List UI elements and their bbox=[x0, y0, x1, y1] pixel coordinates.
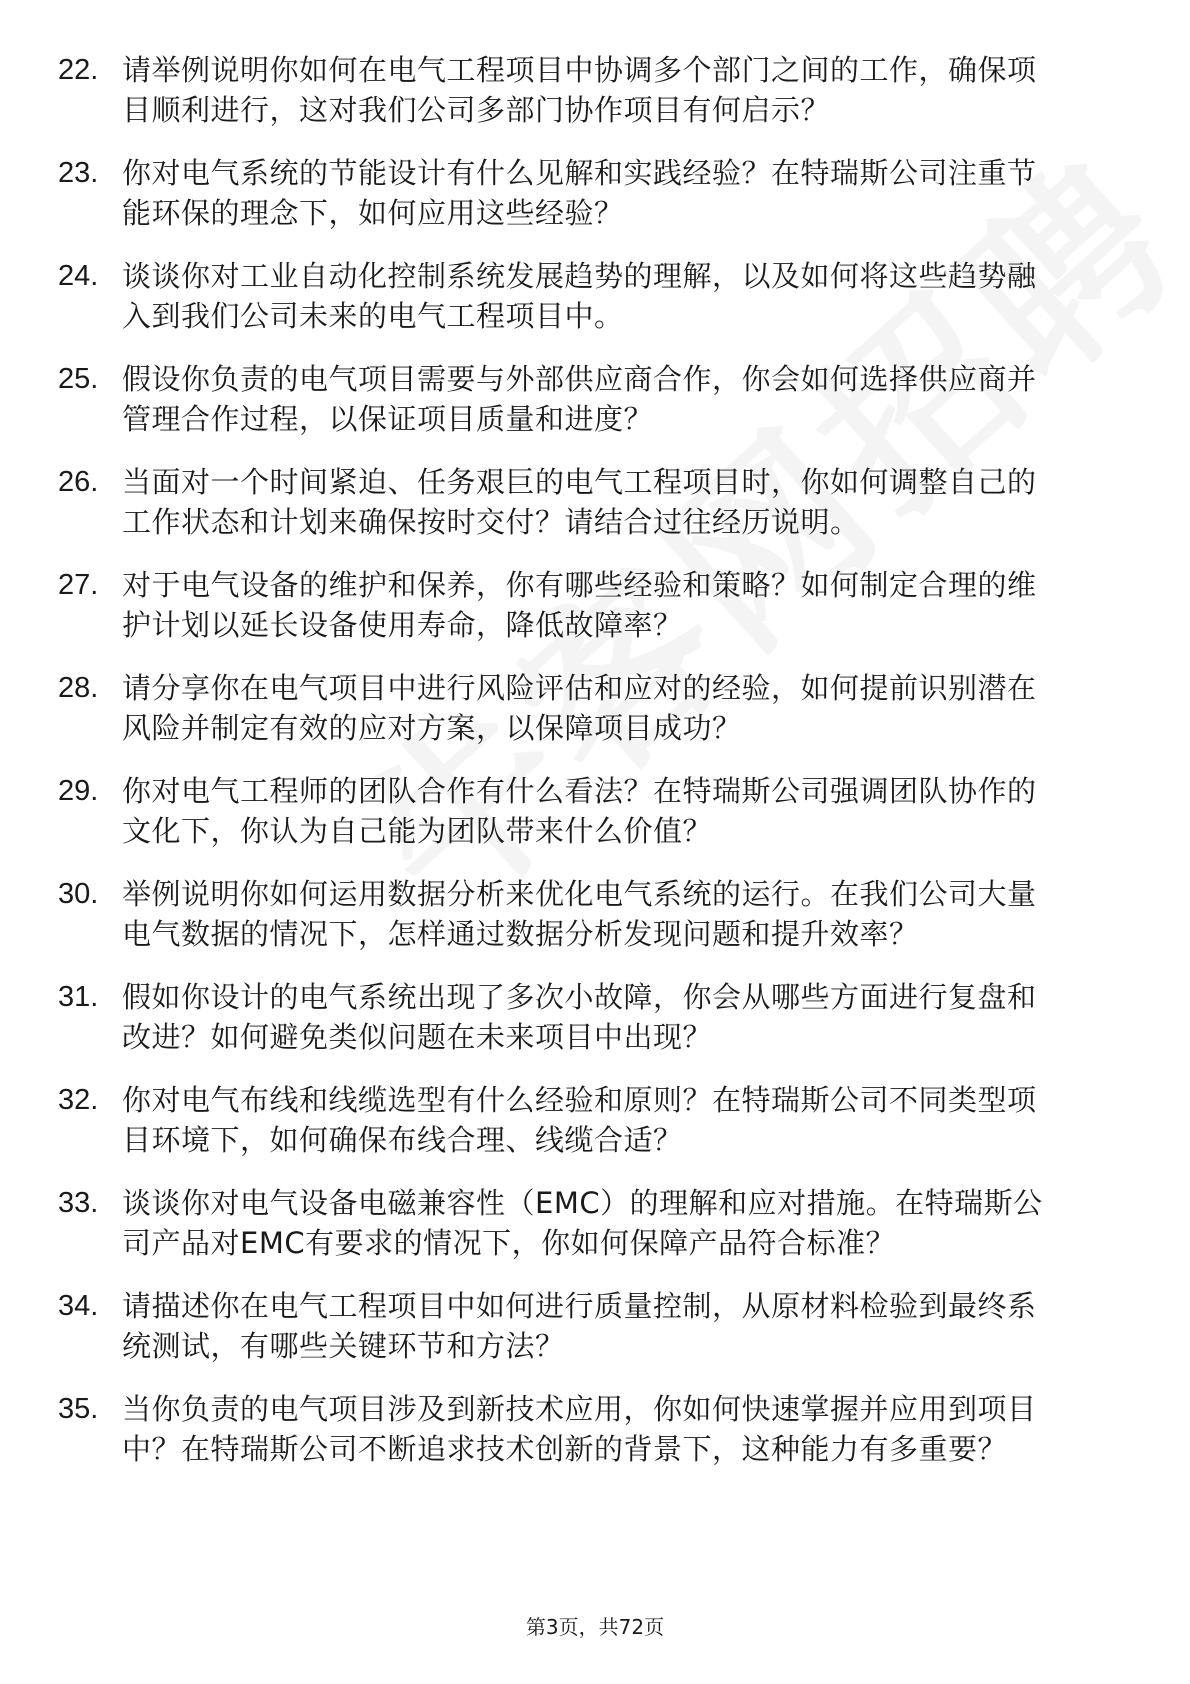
question-text: 你对电气工程师的团队合作有什么看法？在特瑞斯公司强调团队协作的文化下，你认为自己能为团队带来什么价值？ bbox=[122, 774, 1037, 848]
question-text: 谈谈你对工业自动化控制系统发展趋势的理解，以及如何将这些趋势融入到我们公司未来的电气工程项目中。 bbox=[122, 259, 1037, 333]
question-number: 23. bbox=[58, 157, 99, 189]
question-item bbox=[58, 50, 1138, 130]
question-number: 33. bbox=[58, 1187, 99, 1219]
question-text: 你对电气系统的节能设计有什么见解和实践经验？在特瑞斯公司注重节能环保的理念下，如何应用这些经验？ bbox=[122, 156, 1037, 230]
question-text: 请描述你在电气工程项目中如何进行质量控制，从原材料检验到最终系统测试，有哪些关键环节和方法？ bbox=[122, 1289, 1037, 1363]
question-text: 你对电气布线和线缆选型有什么经验和原则？在特瑞斯公司不同类型项目环境下，如何确保布线合理、线缆合适？ bbox=[122, 1083, 1037, 1157]
page-number-footer: 第3页，共72页 bbox=[525, 1615, 665, 1639]
question-text: 当面对一个时间紧迫、任务艰巨的电气工程项目时，你如何调整自己的工作状态和计划来确保按时交付？请结合过往经历说明。 bbox=[122, 465, 1037, 539]
question-list bbox=[58, 50, 1138, 1492]
question-number: 24. bbox=[58, 260, 99, 292]
question-text: 谈谈你对电气设备电磁兼容性（EMC）的理解和应对措施。在特瑞斯公司产品对EMC有要求的情况下，你如何保障产品符合标准？ bbox=[122, 1186, 1043, 1260]
question-item bbox=[58, 668, 1138, 748]
question-number: 35. bbox=[58, 1393, 99, 1425]
question-item bbox=[58, 1080, 1138, 1160]
question-text: 请分享你在电气项目中进行风险评估和应对的经验，如何提前识别潜在风险并制定有效的应对方案，以保障项目成功？ bbox=[122, 671, 1037, 745]
question-text: 请举例说明你如何在电气工程项目中协调多个部门之间的工作，确保项目顺利进行，这对我们公司多部门协作项目有何启示？ bbox=[122, 53, 1037, 127]
question-text: 当你负责的电气项目涉及到新技术应用，你如何快速掌握并应用到项目中？在特瑞斯公司不断追求技术创新的背景下，这种能力有多重要？ bbox=[122, 1392, 1037, 1466]
question-item bbox=[58, 874, 1138, 954]
question-item bbox=[58, 462, 1138, 542]
question-number: 32. bbox=[58, 1084, 99, 1116]
question-item bbox=[58, 1389, 1138, 1469]
question-text: 假如你设计的电气系统出现了多次小故障，你会从哪些方面进行复盘和改进？如何避免类似问题在未来项目中出现？ bbox=[122, 980, 1037, 1054]
question-number: 25. bbox=[58, 363, 99, 395]
question-number: 30. bbox=[58, 878, 99, 910]
question-item bbox=[58, 256, 1138, 336]
question-item bbox=[58, 771, 1138, 851]
question-number: 34. bbox=[58, 1290, 99, 1322]
question-item bbox=[58, 153, 1138, 233]
question-number: 31. bbox=[58, 981, 99, 1013]
question-number: 26. bbox=[58, 466, 99, 498]
question-number: 28. bbox=[58, 672, 99, 704]
question-item bbox=[58, 1286, 1138, 1366]
question-number: 22. bbox=[58, 54, 99, 86]
question-item bbox=[58, 977, 1138, 1057]
question-text: 假设你负责的电气项目需要与外部供应商合作，你会如何选择供应商并管理合作过程，以保证项目质量和进度？ bbox=[122, 362, 1037, 436]
question-number: 29. bbox=[58, 775, 99, 807]
question-text: 对于电气设备的维护和保养，你有哪些经验和策略？如何制定合理的维护计划以延长设备使用寿命，降低故障率？ bbox=[122, 568, 1037, 642]
question-item bbox=[58, 1183, 1138, 1263]
question-item bbox=[58, 565, 1138, 645]
question-text: 举例说明你如何运用数据分析来优化电气系统的运行。在我们公司大量电气数据的情况下，怎样通过数据分析发现问题和提升效率？ bbox=[122, 877, 1037, 951]
question-item bbox=[58, 359, 1138, 439]
question-number: 27. bbox=[58, 569, 99, 601]
